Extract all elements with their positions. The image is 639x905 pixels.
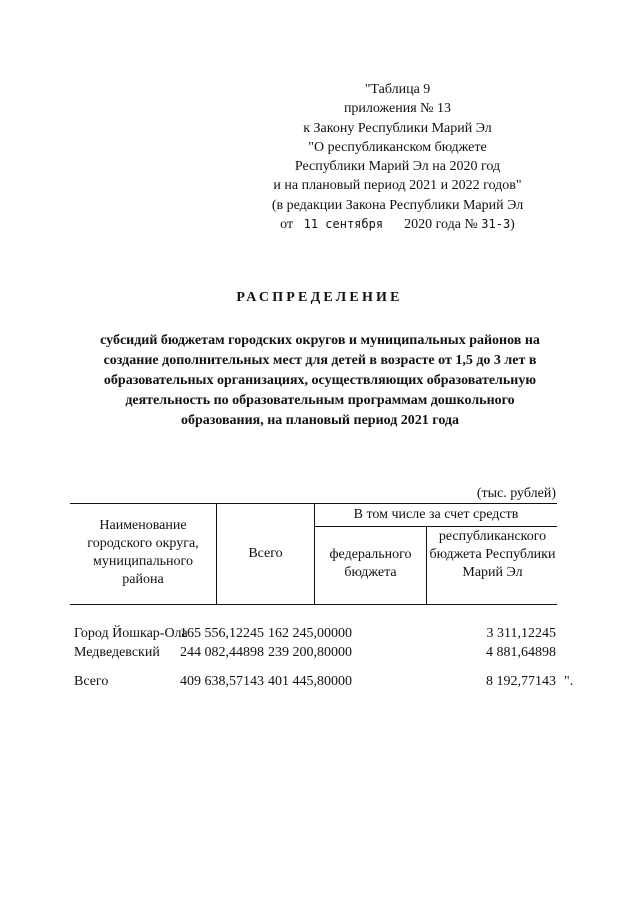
units-label: (тыс. рублей) [476, 486, 556, 501]
row-republic: 4 881,64898 [486, 645, 556, 660]
col-header-republic: республиканского бюджета Республики Марий Эл [429, 529, 556, 580]
table-row [74, 645, 594, 663]
col-divider-3 [426, 526, 427, 605]
total-row-name: Всего [74, 674, 109, 689]
row-name: Медведевский [74, 645, 160, 660]
row-name: Город Йошкар-Ола [74, 626, 188, 641]
subtitle-line-1: субсидий бюджетам городских округов и муниципальных районов на [100, 333, 540, 348]
header-year: 2020 года № [404, 217, 478, 233]
col-header-group: В том числе за счет средств [353, 507, 519, 522]
total-row-republic: 8 192,77143 [486, 674, 556, 689]
table-header [70, 503, 557, 605]
header-table-number: "Таблица 9 [364, 82, 431, 97]
header-edition-date [230, 215, 565, 234]
total-row-federal: 401 445,80000 [268, 674, 352, 689]
closing-quote: ". [564, 674, 574, 689]
row-federal: 239 200,80000 [268, 645, 352, 660]
header-close-paren: ) [510, 217, 515, 233]
row-federal: 162 245,00000 [268, 626, 352, 641]
document-subtitle [60, 331, 580, 431]
header-edition: (в редакции Закона Республики Марий Эл [271, 197, 524, 213]
col-header-name: Наименование городского округа, муниципального района [87, 518, 199, 587]
header-law-ref: к Закону Республики Марий Эл [303, 120, 492, 136]
row-total: 244 082,44898 [180, 645, 264, 660]
appendix-header [230, 80, 565, 234]
subtitle-line-4: деятельность по образовательным программам дошкольного [125, 393, 515, 408]
header-law-title-2: Республики Марий Эл на 2020 год [294, 159, 501, 175]
header-law-title-3: и на плановый период 2021 и 2022 годов" [273, 178, 522, 194]
header-law-number: 31-З [481, 217, 511, 232]
group-divider [314, 526, 557, 527]
table-total-row [74, 674, 594, 692]
row-total: 165 556,12245 [180, 626, 264, 641]
header-appendix-number: приложения № 13 [343, 101, 452, 117]
subtitle-line-5: образования, на плановый период 2021 года [180, 413, 459, 428]
header-law-title-1: "О республиканском бюджете [308, 139, 487, 155]
header-from: от [280, 217, 294, 233]
table-row [74, 626, 594, 644]
total-row-total: 409 638,57143 [180, 674, 264, 689]
col-header-federal: федерального бюджета [329, 547, 412, 580]
header-date: 11 сентября [303, 217, 384, 232]
document-title: РАСПРЕДЕЛЕНИЕ [236, 290, 403, 305]
col-header-total: Всего [248, 546, 283, 561]
subtitle-line-2: создание дополнительных мест для детей в возрасте от 1,5 до 3 лет в [103, 353, 537, 368]
subtitle-line-3: образовательных организациях, осуществляющих образовательную [103, 373, 537, 388]
row-republic: 3 311,12245 [486, 626, 556, 641]
